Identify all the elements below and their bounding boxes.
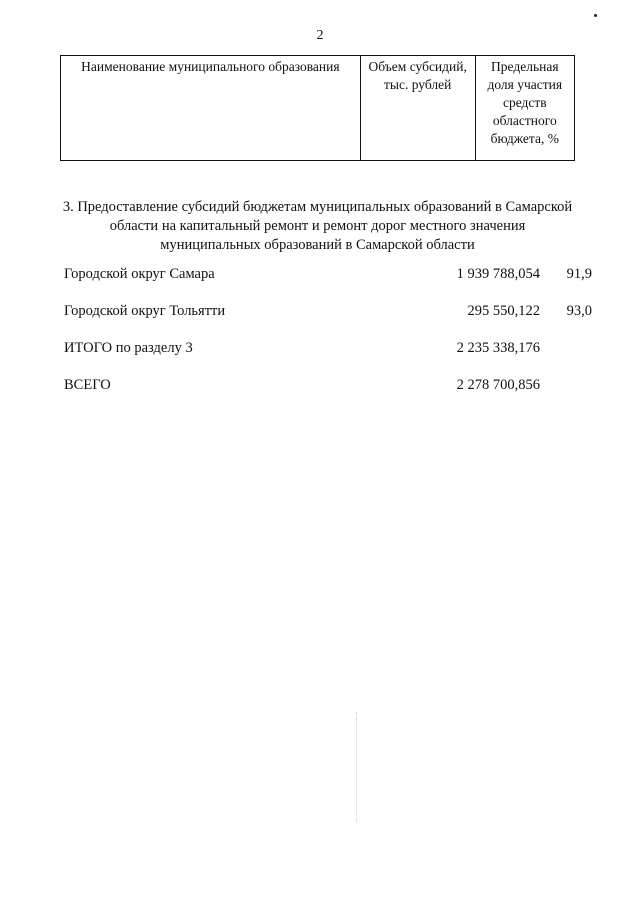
header-table — [60, 55, 575, 161]
subtotal-amount: 2 235 338,176 — [456, 340, 540, 356]
total-label: ВСЕГО — [64, 377, 111, 393]
section-title: 3. Предоставление субсидий бюджетам муниципальных образований в Самарской области на капитальный ремонт и ремонт дорог местного значения муниципальных образований в Самарской области — [62, 199, 573, 253]
total-amount: 2 278 700,856 — [456, 377, 540, 393]
header-row — [61, 56, 575, 161]
row-name: Городской округ Тольятти — [64, 303, 226, 319]
header-cell-share: Предельная доля участия средств областного бюджета, % — [475, 56, 574, 161]
data-rows — [64, 266, 592, 414]
row-share: 91,9 — [566, 266, 592, 282]
row-amount: 1 939 788,054 — [456, 266, 540, 282]
scan-artifact-line — [356, 712, 357, 822]
table-row — [64, 266, 592, 303]
row-name: Городской округ Самара — [64, 266, 215, 282]
table-row — [64, 303, 592, 340]
scan-mark — [594, 14, 597, 17]
row-share: 93,0 — [566, 303, 592, 319]
total-row — [64, 377, 584, 414]
header-cell-volume: Объем субсидий, тыс. рублей — [360, 56, 475, 161]
row-amount: 295 550,122 — [467, 303, 540, 319]
subtotal-label: ИТОГО по разделу 3 — [64, 340, 193, 356]
subtotal-row — [64, 340, 584, 377]
page-number: 2 — [316, 28, 324, 43]
header-cell-name: Наименование муниципального образования — [61, 56, 361, 161]
